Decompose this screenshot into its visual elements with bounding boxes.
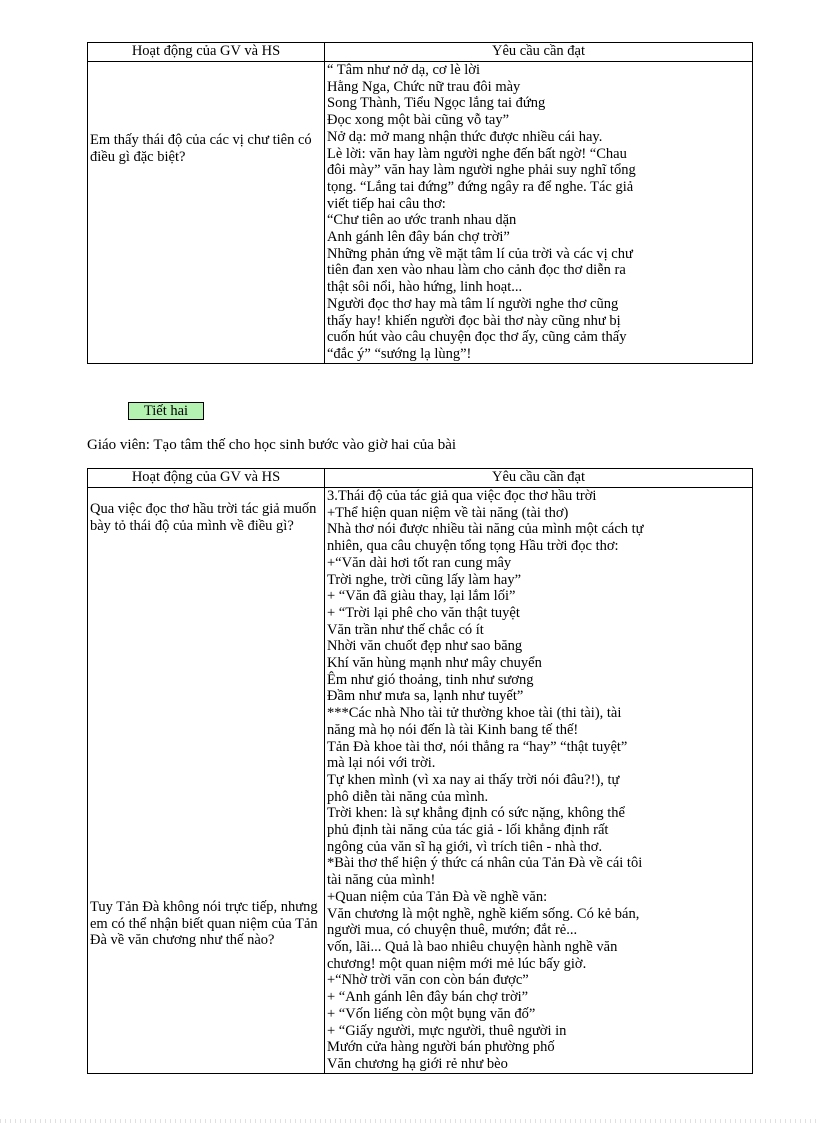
- answer-line: phô diễn tài năng của mình.: [327, 788, 489, 805]
- answer-line: tiên đan xen vào nhau làm cho cảnh đọc thơ diễn ra: [327, 262, 626, 279]
- column-header-activity: Hoạt động của GV và HS: [88, 469, 325, 488]
- question-1: Qua việc đọc thơ hầu trời tác giả muốn bày tỏ thái độ của mình về điều gì?: [90, 501, 317, 534]
- answer-line: Văn chương là một nghề, nghề kiếm sống. Có kẻ bán,: [327, 905, 640, 922]
- answer-line: + “Giấy người, mực người, thuê người in: [327, 1022, 567, 1039]
- answer-line: +Quan niệm của Tản Đà về nghề văn:: [327, 888, 548, 905]
- answer-line: năng mà họ nói đến là tài Kinh bang tế thế!: [327, 721, 579, 738]
- answer-line: mà lại nói với trời.: [327, 755, 436, 772]
- answer-cell: [325, 62, 753, 364]
- answer-line: Trời khen: là sự khẳng định có sức nặng, không thể: [327, 805, 625, 822]
- column-header-requirement: Yêu cầu cần đạt: [325, 469, 753, 488]
- answer-line: Hằng Nga, Chức nữ trau đôi mày: [327, 78, 521, 95]
- answer-line: chương! một quan niệm mới mẻ lúc bấy giờ.: [327, 955, 587, 972]
- answer-line: thấy hay! khiến người đọc bài thơ này cũng như bị: [327, 312, 621, 329]
- answer-line: Đầm như mưa sa, lạnh như tuyết”: [327, 688, 524, 705]
- question-cell: Em thấy thái độ của các vị chư tiên có điều gì đặc biệt?: [88, 62, 325, 364]
- answer-line: Nở dạ: mở mang nhận thức được nhiều cái hay.: [327, 128, 603, 145]
- answer-line: Tự khen mình (vì xa nay ai thấy trời nói đâu?!), tự: [327, 771, 620, 788]
- answer-line: +“Văn dài hơi tốt ran cung mây: [327, 554, 512, 571]
- answer-line: Khí văn hùng mạnh như mây chuyển: [327, 655, 542, 672]
- question-cell: [88, 488, 325, 1074]
- column-header-requirement: Yêu cầu cần đạt: [325, 43, 753, 62]
- table-header-row: [88, 469, 753, 488]
- question-2: Tuy Tản Đà không nói trực tiếp, nhưng em có thể nhận biết quan niệm của Tản Đà về văn chương như thế nào?: [90, 899, 318, 949]
- answer-line: Mướn cửa hàng người bán phường phố: [327, 1039, 555, 1056]
- table-header-row: [88, 43, 753, 62]
- answer-line: tài năng của mình!: [327, 872, 436, 889]
- answer-line: Văn chương hạ giới rẻ như bèo: [327, 1055, 508, 1072]
- answer-line: Tản Đà khoe tài thơ, nói thẳng ra “hay” “thật tuyệt”: [327, 738, 628, 755]
- section-label: Tiết hai: [128, 402, 204, 420]
- answer-line: viết tiếp hai câu thơ:: [327, 195, 446, 212]
- teacher-note: Giáo viên: Tạo tâm thế cho học sinh bước vào giờ hai của bài: [87, 437, 457, 453]
- answer-line: + “Văn đã giàu thay, lại lắm lối”: [327, 588, 516, 605]
- answer-line: +“Nhờ trời văn con còn bán được”: [327, 972, 529, 989]
- answer-line: “ Tâm như nở dạ, cơ lè lời: [327, 62, 481, 78]
- answer-line: 3.Thái độ của tác giả qua việc đọc thơ hầu trời: [327, 488, 597, 504]
- answer-line: Trời nghe, trời cũng lấy làm hay”: [327, 571, 522, 588]
- answer-line: vốn, lãi... Quả là bao nhiêu chuyện hành nghề văn: [327, 938, 618, 955]
- answer-line: + “Anh gánh lên đây bán chợ trời”: [327, 989, 529, 1006]
- answer-line: Nhà thơ nói được nhiều tài năng của mình một cách tự: [327, 521, 644, 538]
- answer-line: “Chư tiên ao ước tranh nhau dặn: [327, 212, 517, 229]
- answer-line: Văn trần như thế chắc có ít: [327, 621, 484, 638]
- answer-line: Đọc xong một bài cũng vỗ tay”: [327, 112, 510, 129]
- table-row: [88, 488, 753, 1074]
- answer-line: *Bài thơ thể hiện ý thức cá nhân của Tản Đà về cái tôi: [327, 855, 643, 872]
- answer-line: Nhời văn chuốt đẹp như sao băng: [327, 638, 523, 655]
- answer-line: ***Các nhà Nho tài tử thường khoe tài (thi tài), tài: [327, 705, 622, 722]
- answer-line: “đắc ý” “sướng lạ lùng”!: [327, 345, 472, 362]
- answer-line: Anh gánh lên đây bán chợ trời”: [327, 229, 510, 246]
- answer-line: + “Trời lại phê cho văn thật tuyệt: [327, 604, 520, 621]
- answer-line: thật sôi nổi, hào hứng, linh hoạt...: [327, 279, 523, 296]
- answer-line: cuốn hút vào câu chuyện đọc thơ ấy, cũng cảm thấy: [327, 329, 627, 346]
- answer-line: Những phản ứng về mặt tâm lí của trời và các vị chư: [327, 245, 633, 262]
- column-header-activity: Hoạt động của GV và HS: [88, 43, 325, 62]
- answer-cell: [325, 488, 753, 1074]
- answer-line: người mua, có chuyện thuê, mướn; đắt rẻ...: [327, 922, 578, 939]
- lesson-table-1: [87, 42, 753, 364]
- answer-line: Êm như gió thoảng, tinh như sương: [327, 671, 534, 688]
- answer-line: + “Vốn liếng còn một bụng văn đố”: [327, 1005, 536, 1022]
- answer-line: nhiên, qua câu chuyện tổng tọng Hầu trời đọc thơ:: [327, 538, 619, 555]
- answer-line: Song Thành, Tiểu Ngọc lắng tai đứng: [327, 95, 546, 112]
- answer-line: Lè lời: văn hay làm người nghe đến bất ngờ! “Chau: [327, 145, 627, 162]
- answer-line: phủ định tài năng của tác giả - lối khẳng định rất: [327, 822, 609, 839]
- answer-line: ngông của văn sĩ hạ giới, vì trích tiên - nhà thơ.: [327, 838, 603, 855]
- answer-line: +Thể hiện quan niệm về tài năng (tài thơ): [327, 504, 569, 521]
- answer-line: tọng. “Lắng tai đứng” đứng ngây ra để nghe. Tác giả: [327, 178, 634, 195]
- page-footer-divider: [0, 1119, 816, 1123]
- answer-line: đôi mày” văn hay làm người nghe phải suy nghĩ tổng: [327, 162, 636, 179]
- table-row: [88, 62, 753, 364]
- lesson-table-2: [87, 468, 753, 1074]
- answer-line: Người đọc thơ hay mà tâm lí người nghe thơ cũng: [327, 295, 619, 312]
